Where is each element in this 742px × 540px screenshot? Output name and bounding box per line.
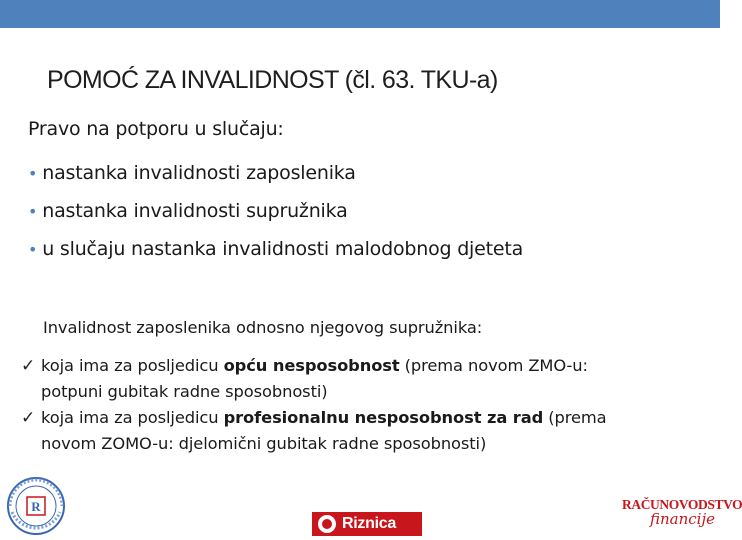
riznica-emblem-icon xyxy=(318,515,336,533)
top-accent-bar xyxy=(0,0,720,28)
bullet-list xyxy=(28,160,523,274)
check-list xyxy=(21,353,711,457)
bullet-icon: • xyxy=(28,240,38,259)
seal-logo xyxy=(6,476,66,536)
bullet-icon: • xyxy=(28,202,38,221)
bullet-item: • u slučaju nastanka invalidnosti malodobnog djeteta xyxy=(28,238,524,260)
bullet-item: • nastanka invalidnosti supružnika xyxy=(28,200,348,222)
check-icon: ✓ xyxy=(21,356,36,376)
bullet-icon: • xyxy=(28,164,38,183)
paragraph-text: Invalidnost zaposlenika odnosno njegovog supružnika: xyxy=(43,318,483,337)
check-item: ✓ koja ima za posljedicu opću nesposobnost (prema novom ZMO-u: potpuni gubitak radne sposobnosti) xyxy=(21,353,711,405)
racunovodstvo-logo: RAČUNOVODSTVO financije xyxy=(622,497,742,528)
check-icon: ✓ xyxy=(21,408,36,428)
intro-text: Pravo na potporu u slučaju: xyxy=(28,118,284,140)
emphasis-text: profesionalnu nesposobnost za rad xyxy=(223,408,544,427)
svg-text:R: R xyxy=(31,499,41,514)
check-item: ✓ koja ima za posljedicu profesionalnu nesposobnost za rad (prema novom ZOMO-u: djelomični gubitak radne sposobnosti) xyxy=(21,405,711,457)
emphasis-text: opću nesposobnost xyxy=(223,356,400,375)
riznica-logo: Riznica xyxy=(312,512,422,536)
bullet-item: • nastanka invalidnosti zaposlenika xyxy=(28,162,356,184)
slide-title: POMOĆ ZA INVALIDNOST (čl. 63. TKU-a) xyxy=(47,66,498,94)
